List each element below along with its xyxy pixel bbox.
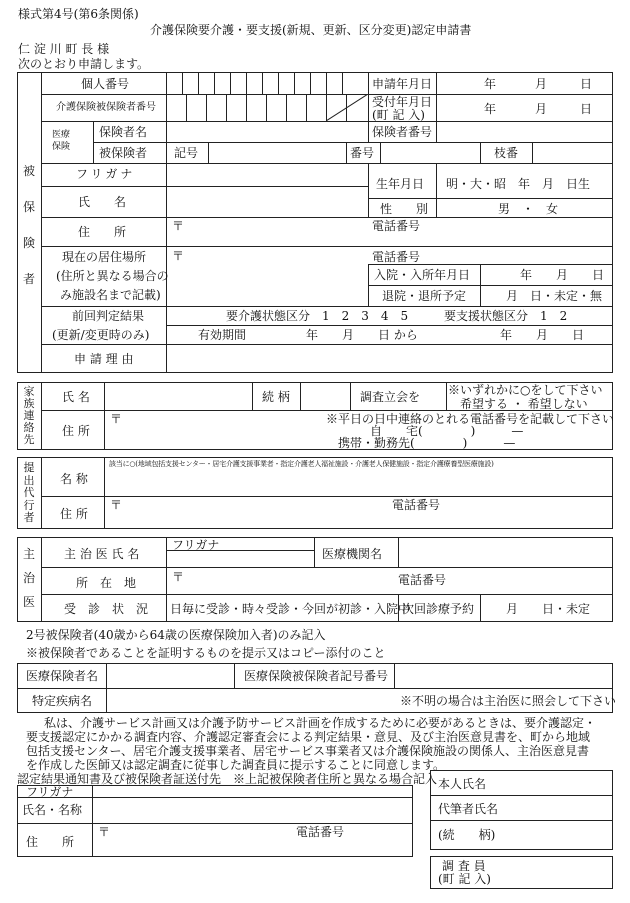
family-side-label: 家 族 連 絡 先: [23, 385, 35, 446]
kyoju-label-1: 現在の居住場所: [62, 250, 147, 264]
kigo-label: 記号: [174, 146, 199, 160]
shinsei-year: 年: [484, 77, 497, 91]
family-tel-note: ※平日の日中連絡のとれる電話番号を記載して下さい: [326, 412, 615, 426]
yuko-to: 年 月 日: [500, 328, 585, 342]
family-note-1: ※いずれかに○をして下さい: [448, 383, 603, 397]
sendto-table: [17, 785, 413, 857]
family-mobile-tel: 携帯・勤務先( ) —: [338, 436, 516, 450]
addressee: 仁 淀 川 町 長 様: [18, 42, 110, 56]
kyoju-tel-label: 電話番号: [372, 250, 421, 264]
yoshien-label: 要支援状態区分 1 2: [444, 309, 568, 323]
yuko-label: 有効期間: [198, 328, 247, 342]
second-hokensha-label: 医療保険者名: [26, 669, 99, 683]
agent-jusho-label: 住 所: [60, 507, 88, 521]
form-number: 様式第4号(第6条関係): [18, 7, 139, 21]
birth-label: 生年月日: [376, 177, 425, 191]
family-tachiai-label: 調査立会を: [360, 390, 421, 404]
consent-line-3: 包括支援センター、居宅介護支援事業者、居宅サービス事業者又は介護保険施設の関係人、主治医意見書: [26, 744, 590, 758]
insured-side-label: 被 保 険 者: [22, 164, 35, 286]
seibetsu-label: 性 別: [380, 202, 429, 216]
yuko-from: 年 月 日 から: [306, 328, 418, 342]
second-note-2: ※被保険者であることを証明するものを提示又はコピー添付のこと: [26, 646, 386, 660]
family-zokugara-label: 続 柄: [262, 390, 290, 404]
family-postal: 〒: [110, 412, 123, 426]
sendto-shimei-label: 氏名・名称: [22, 803, 83, 817]
doctor-furigana-label: フリガナ: [172, 538, 220, 552]
sendto-furigana-label: フリガナ: [26, 785, 74, 799]
taiin-label: 退院・退所予定: [382, 289, 467, 303]
family-jusho-label: 住 所: [62, 424, 90, 438]
diagonal-slash: [326, 94, 368, 121]
birth-value: 明・大・昭 年 月 日生: [446, 177, 591, 191]
nyuin-value: 年 月 日: [520, 268, 605, 282]
doctor-postal: 〒: [172, 570, 185, 584]
furigana-label: フリガナ: [76, 167, 136, 181]
consent-line-1: 私は、介護サービス計画又は介護予防サービス計画を作成するために必要があるときは、要介護認定・: [44, 716, 597, 730]
agent-tel-label: 電話番号: [392, 498, 441, 512]
bango-label: 番号: [350, 146, 375, 160]
doctor-side-label: 主 治 医: [22, 547, 35, 609]
shinsei-month: 月: [535, 77, 548, 91]
jusho-label: 住 所: [78, 225, 127, 239]
doctor-yoyaku-value: 月 日・未定: [506, 602, 591, 616]
second-kigo-label: 医療保険被保険者記号番号: [244, 669, 389, 683]
jusho-postal: 〒: [172, 219, 185, 233]
honnin-label: 本人氏名: [438, 777, 487, 791]
shinsei-date-label: 申請年月日: [372, 77, 433, 91]
taiin-value: 月 日・未定・無: [506, 289, 603, 303]
family-shimei-label: 氏 名: [62, 390, 90, 404]
uketsuke-label-2: (町 記 入): [372, 108, 425, 122]
agent-side-label: 提 出 代 行 者: [23, 461, 35, 524]
family-home-tel: 自 宅( ) —: [370, 424, 524, 438]
kyoju-label-3: み施設名まで記載): [60, 288, 161, 302]
shinsei-day: 日: [580, 77, 593, 91]
hokensha-mei-label: 保険者名: [99, 125, 148, 139]
sendto-postal: 〒: [98, 825, 111, 839]
iryo-label-1: 医療: [52, 130, 71, 140]
jusho-tel-label: 電話番号: [372, 219, 421, 233]
form-title: 介護保険要介護・要支援(新規、更新、区分変更)認定申請書: [150, 23, 472, 37]
second-note-1: 2号被保険者(40歳から64歳の医療保険加入者)のみ記入: [26, 628, 326, 642]
shimei-label: 氏 名: [78, 195, 127, 209]
kojin-bango-label: 個人番号: [81, 77, 130, 91]
consent-line-2: 要支援認定にかかる調査内容、介護認定審査会による判定結果・意見、及び主治医意見書を、町から地域: [26, 730, 591, 744]
sendto-tel-label: 電話番号: [296, 825, 345, 839]
doctor-tel-label: 電話番号: [398, 573, 447, 587]
intro-text: 次のとおり申請します。: [18, 57, 150, 71]
sendto-header: 認定結果通知書及び被保険者証送付先 ※上記被保険者住所と異なる場合記入: [17, 772, 438, 786]
doctor-jushin-value: 日毎に受診・時々受診・今回が初診・入院中: [170, 602, 411, 616]
kyoju-postal: 〒: [172, 249, 185, 263]
sendto-jusho-label: 住 所: [26, 835, 75, 849]
chosain-label-1: 調 査 員: [442, 859, 486, 873]
chosain-label-2: (町 記 入): [438, 872, 491, 886]
daihitsu-label: 代筆者氏名: [438, 802, 499, 816]
doctor-kikan-label: 医療機関名: [322, 547, 383, 561]
nyuin-label: 入院・入所年月日: [374, 268, 471, 282]
family-note-2: 希望する ・ 希望しない: [460, 397, 588, 411]
agent-postal: 〒: [110, 498, 123, 512]
agent-meisho-label: 名 称: [60, 472, 88, 486]
zokugara-label: (続 柄): [438, 828, 496, 842]
second-shippei-note: ※不明の場合は主治医に照会して下さい: [400, 694, 617, 708]
uketsuke-year: 年: [484, 102, 497, 116]
kaigo-bango-label: 介護保険被保険者番号: [56, 102, 156, 113]
doctor-yoyaku-label: 次回診療予約: [402, 602, 475, 616]
zenkai-label-1: 前回判定結果: [72, 309, 145, 323]
hihokensha-label: 被保険者: [99, 146, 148, 160]
zenkai-label-2: (更新/変更時のみ): [52, 328, 150, 342]
seibetsu-value: 男 ・ 女: [498, 202, 559, 216]
doctor-shozai-label: 所 在 地: [76, 576, 137, 590]
uketsuke-day: 日: [580, 102, 593, 116]
edaban-label: 枝番: [494, 146, 519, 160]
second-shippei-label: 特定疾病名: [32, 694, 93, 708]
doctor-jushin-label: 受 診 状 況: [64, 602, 149, 616]
yokaigo-label: 要介護状態区分 1 2 3 4 5: [226, 309, 409, 323]
hokensha-bango-label: 保険者番号: [372, 125, 433, 139]
uketsuke-label-1: 受付年月日: [372, 95, 433, 109]
doctor-name-label: 主 治 医 氏 名: [64, 547, 140, 561]
agent-type-note: 該当に○(地域包括支援センター・居宅介護支援事業者・指定介護老人福祉施設・介護老人保健施設・指定介護療養型医療施設): [109, 460, 494, 468]
riyu-label: 申 請 理 由: [74, 352, 134, 366]
uketsuke-month: 月: [535, 102, 548, 116]
iryo-label-2: 保険: [52, 142, 71, 152]
consent-line-4: を作成した医師又は認定調査に従事した調査員に提示することに同意します。: [26, 758, 446, 772]
kyoju-label-2: (住所と異なる場合の: [56, 269, 169, 283]
